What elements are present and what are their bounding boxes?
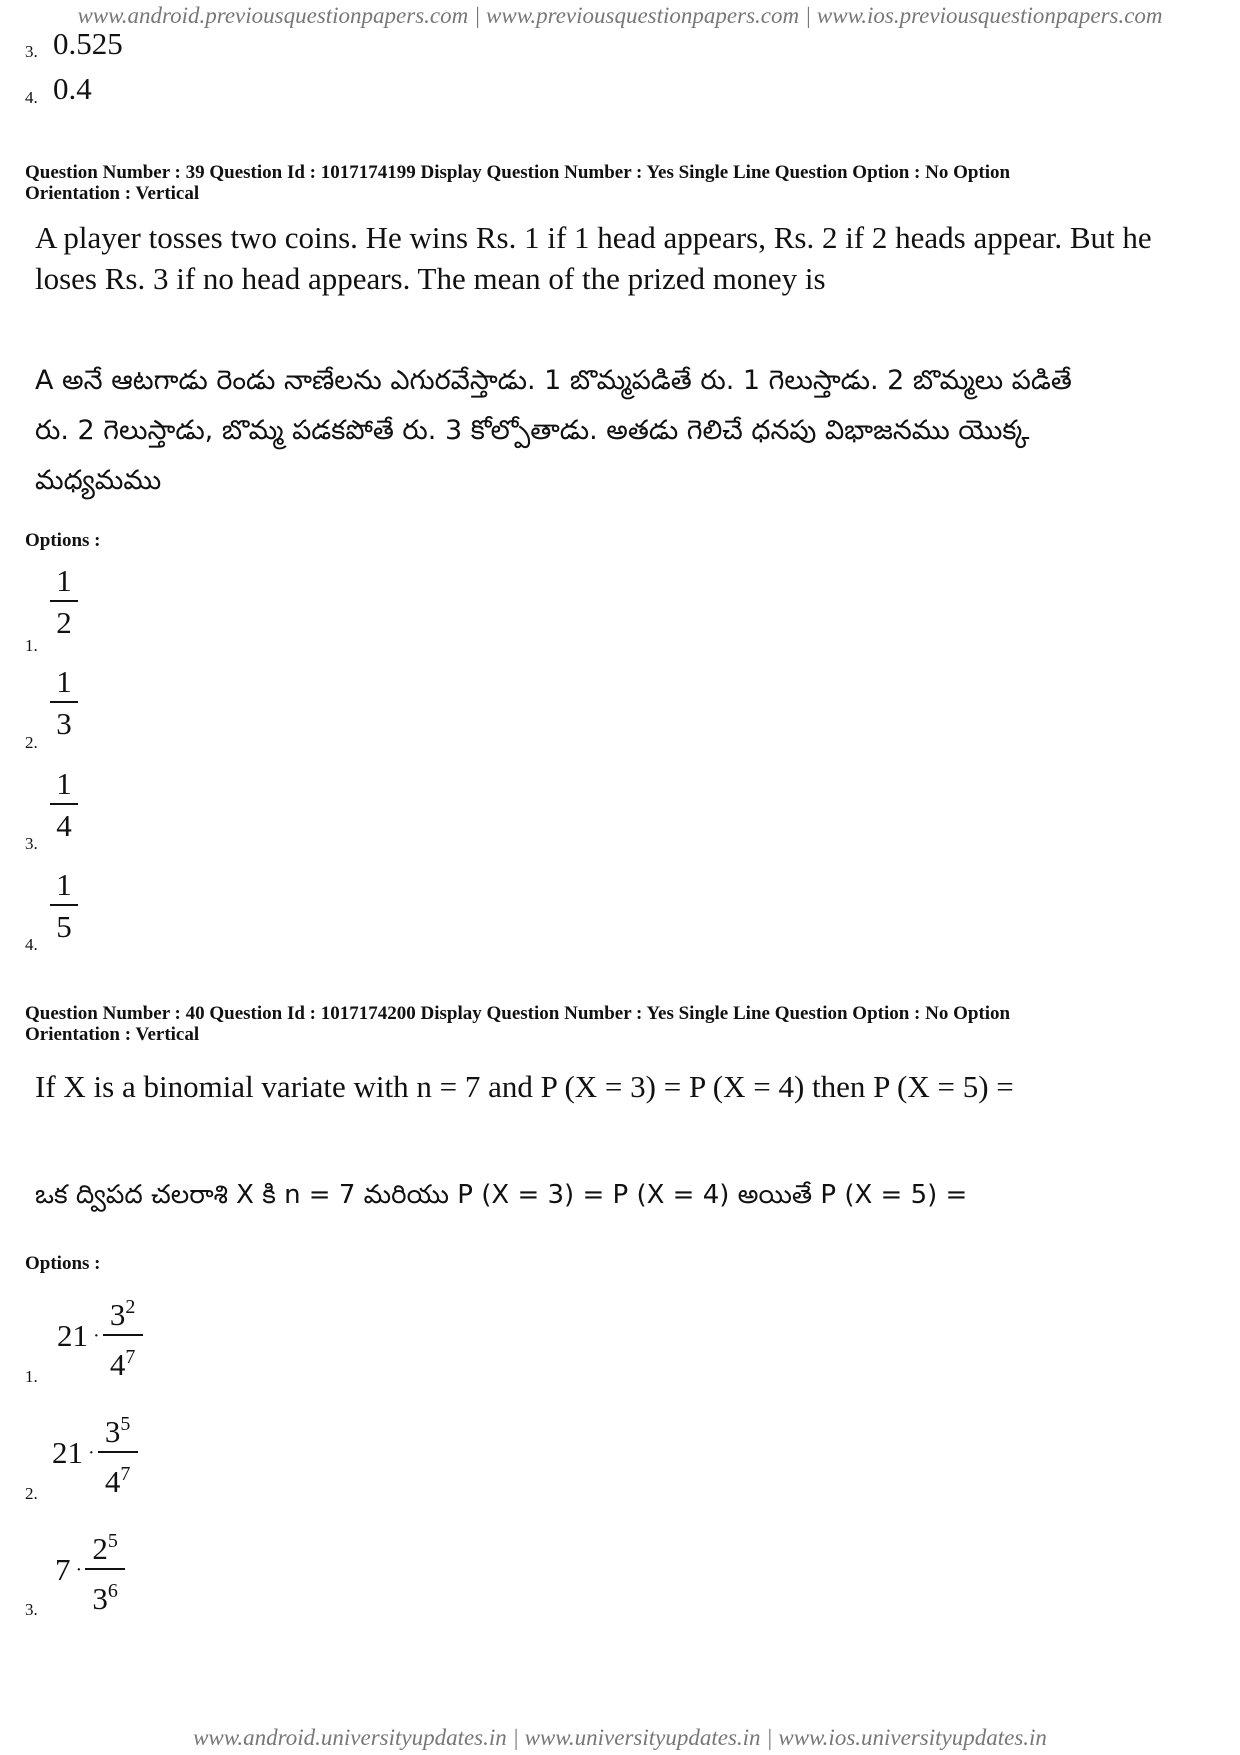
fraction-numerator: $3^2$ [109, 1296, 136, 1332]
option-fraction [50, 564, 78, 640]
expression-coefficient: 7 [55, 1552, 71, 1587]
fraction-denominator: 4 [56, 808, 72, 843]
fraction-bar [85, 1568, 125, 1570]
fraction-denominator: 5 [56, 909, 72, 944]
question-meta [25, 1003, 1205, 1045]
question-meta-line1: Question Number : 40 Question Id : 1017174200 Display Question Number : Yes Single Line Question Option : No Option [25, 1003, 1011, 1024]
question-text-english [35, 217, 1215, 299]
option-fraction [50, 868, 78, 944]
question-meta-line1: Question Number : 39 Question Id : 1017174199 Display Question Number : Yes Single Line Question Option : No Option [25, 162, 1011, 183]
fraction-numerator: $2^5$ [92, 1530, 118, 1566]
option-number: 2. [25, 1484, 38, 1503]
option-number: 3. [25, 42, 38, 61]
option-number: 4. [25, 935, 38, 954]
fraction-denominator: $4^7$ [109, 1346, 136, 1382]
question-text-line: A అనే ఆటగాడు రెండు నాణేలను ఎగురవేస్తాడు. 1 బొమ్మపడితే రు. 1 గెలుస్తాడు. 2 బొమ్మలు పడితే [35, 365, 1072, 396]
question-text-telugu: ఒక ద్విపద చలరాశి X కి n = 7 మరియు P (X = 3) = P (X = 4) అయితే P (X = 5) = [35, 1180, 968, 1210]
fraction-denominator: 2 [56, 605, 72, 640]
question-text-line: మధ్యమము [35, 465, 162, 496]
question-text-line: రు. 2 గెలుస్తాడు, బొమ్మ పడకపోతే రు. 3 కోల్పోతాడు. అతడు గెలిచే ధనపు విభాజనము యొక్క [35, 415, 1030, 446]
fraction-numerator: 1 [56, 664, 72, 699]
expression-fraction [103, 1290, 143, 1382]
fraction-bar [98, 1451, 138, 1453]
option-value: 0.4 [53, 71, 92, 106]
option-expression: 7 · $2^5$ $3^6$ [55, 1524, 125, 1616]
options-label: Options : [25, 530, 101, 551]
option-number: 2. [25, 733, 38, 752]
fraction-bar [50, 600, 78, 602]
page-footer-watermark: www.android.universityupdates.in | www.universityupdates.in | www.ios.universityupdates.in [193, 1725, 1047, 1750]
page-header-watermark: www.android.previousquestionpapers.com | www.previousquestionpapers.com | www.ios.previousquestionpapers.com [77, 3, 1163, 28]
option-number: 1. [25, 1367, 38, 1386]
expression-fraction [98, 1407, 138, 1499]
option-number: 1. [25, 636, 38, 655]
fraction-numerator: 1 [56, 867, 72, 902]
fraction-denominator: 3 [56, 706, 72, 741]
option-expression: 21 · $3^5$ $4^7$ [52, 1407, 138, 1499]
fraction-numerator: $3^5$ [104, 1413, 131, 1449]
options-label: Options : [25, 1253, 101, 1274]
fraction-bar [50, 803, 78, 805]
option-value: 0.525 [53, 26, 123, 61]
option-fraction [50, 767, 78, 843]
expression-coefficient: 21 [52, 1435, 83, 1470]
fraction-denominator: $4^7$ [104, 1463, 131, 1499]
fraction-bar [50, 904, 78, 906]
fraction-bar [50, 701, 78, 703]
question-text-english: If X is a binomial variate with n = 7 and P (X = 3) = P (X = 4) then P (X = 5) = [35, 1069, 1014, 1104]
question-meta-line2: Orientation : Vertical [25, 183, 200, 204]
question-text-telugu [35, 356, 1195, 506]
fraction-numerator: 1 [56, 563, 72, 598]
question-text-line: loses Rs. 3 if no head appears. The mean of the prized money is [35, 261, 826, 296]
option-expression: 21 · $3^2$ $4^7$ [57, 1290, 143, 1382]
fraction-denominator: $3^6$ [92, 1580, 118, 1616]
option-number: 3. [25, 1600, 38, 1619]
expression-coefficient: 21 [57, 1318, 88, 1353]
question-meta-line2: Orientation : Vertical [25, 1024, 200, 1045]
option-fraction [50, 665, 78, 741]
expression-fraction [85, 1524, 125, 1616]
question-meta [25, 162, 1205, 204]
option-number: 4. [25, 88, 38, 107]
question-text-line: A player tosses two coins. He wins Rs. 1 if 1 head appears, Rs. 2 if 2 heads appear. But he [35, 220, 1152, 255]
option-number: 3. [25, 834, 38, 853]
fraction-bar [103, 1334, 143, 1336]
fraction-numerator: 1 [56, 766, 72, 801]
